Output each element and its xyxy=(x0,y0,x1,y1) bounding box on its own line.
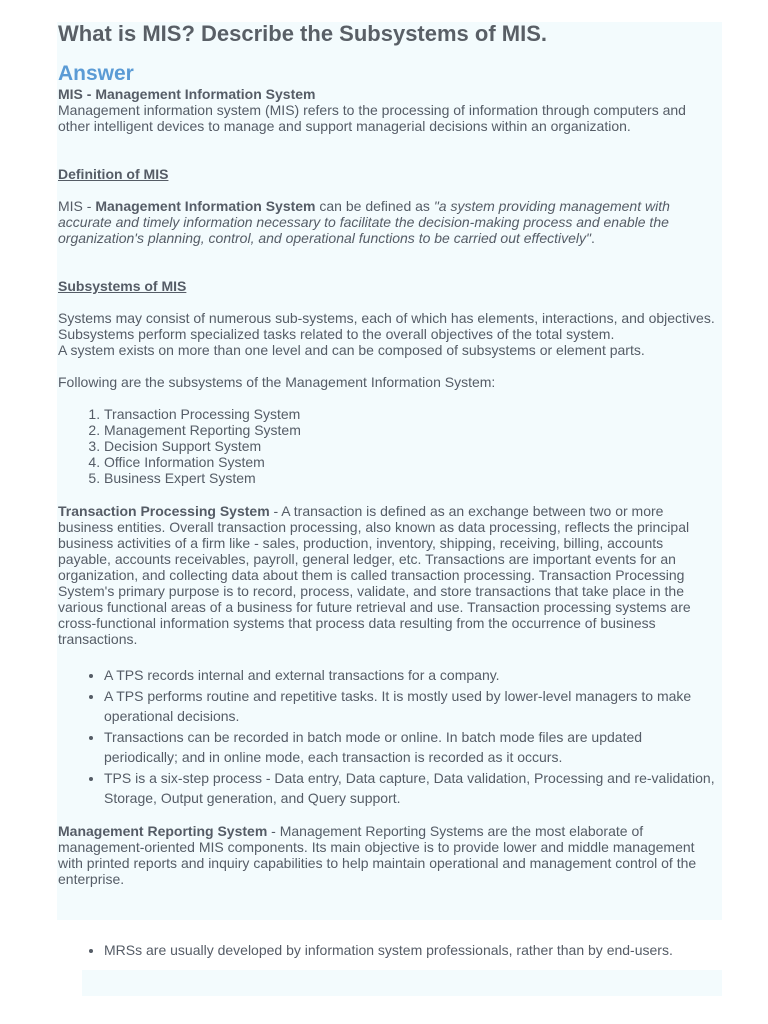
subsystems-heading: Subsystems of MIS xyxy=(58,278,187,294)
list-item: 1. Transaction Processing System xyxy=(104,406,718,422)
definition-term: Management Information System xyxy=(95,198,316,214)
definition-connector: can be defined as xyxy=(315,198,434,214)
definition-text xyxy=(58,198,718,246)
mrs-text: - Management Reporting Systems are the most elaborate of management-oriented MIS components. Its main objective is to provide lower and middle management with printed reports and inquiry capabilities to help maintain operational and management control of the enterprise. xyxy=(58,823,697,887)
list-item: • TPS is a six-step process - Data entry, Data capture, Data validation, Processing and re-validation, Storage, Output generation, and Query support. xyxy=(104,768,718,808)
subsystems-list xyxy=(58,406,718,486)
mrs-term: Management Reporting System xyxy=(58,823,268,839)
page-title: What is MIS? Describe the Subsystems of MIS. xyxy=(58,21,547,46)
list-item: • MRSs are usually developed by information system professionals, rather than by end-users. xyxy=(104,940,718,960)
subsystems-para3: Following are the subsystems of the Management Information System: xyxy=(58,374,496,390)
definition-heading: Definition of MIS xyxy=(58,166,169,182)
list-item: • Transactions can be recorded in batch mode or online. In batch mode files are updated periodically; and in online mode, each transaction is recorded as it occurs. xyxy=(104,727,718,767)
answer-document xyxy=(58,20,718,961)
definition-quote: "a system providing management with accurate and timely information necessary to facilitate the decision-making process and enable the organization's planning, control, and operational functions to be carried out effectively" xyxy=(58,198,670,246)
tps-term: Transaction Processing System xyxy=(58,503,270,519)
list-item: 3. Decision Support System xyxy=(104,438,718,454)
list-item: 2. Management Reporting System xyxy=(104,422,718,438)
mrs-bullets xyxy=(58,940,718,960)
definition-prefix: MIS - xyxy=(58,198,96,214)
tps-bullets xyxy=(58,665,718,808)
answer-heading: Answer xyxy=(58,62,134,85)
subsystems-para2: A system exists on more than one level and can be composed of subsystems or element parts. xyxy=(58,342,645,358)
tps-text: - A transaction is defined as an exchange between two or more business entities. Overall transaction processing, also known as data processing, reflects the principal business activities of a firm like - sales, production, inventory, shipping, receiving, billing, accounts payable, accounts receivables, payroll, general ledger, etc. Transactions are important events for an organization, and collecting data about them is called transaction processing. Transaction Processing System's primary purpose is to record, process, validate, and store transactions that take place in the various functional areas of a business for future retrieval and use. Transaction processing systems are cross-functional information systems that process data resulting from the occurrence of business transactions. xyxy=(58,503,691,647)
list-item: • A TPS records internal and external transactions for a company. xyxy=(104,665,718,685)
tps-paragraph xyxy=(58,503,718,647)
definition-end: . xyxy=(590,230,595,246)
subsystems-para1: Systems may consist of numerous sub-systems, each of which has elements, interactions, and objectives. Subsystems perform specialized tasks related to the overall objectives of the total system. xyxy=(58,310,715,342)
intro-subtitle: MIS - Management Information System xyxy=(58,86,316,102)
intro-text: Management information system (MIS) refers to the processing of information through computers and other intelligent devices to manage and support managerial decisions within an organization. xyxy=(58,102,686,134)
mrs-paragraph xyxy=(58,823,718,887)
list-item: 4. Office Information System xyxy=(104,454,718,470)
list-item: 5. Business Expert System xyxy=(104,470,718,486)
list-item: • A TPS performs routine and repetitive tasks. It is mostly used by lower-level managers to make operational decisions. xyxy=(104,686,718,726)
content-background-lower xyxy=(82,970,722,996)
